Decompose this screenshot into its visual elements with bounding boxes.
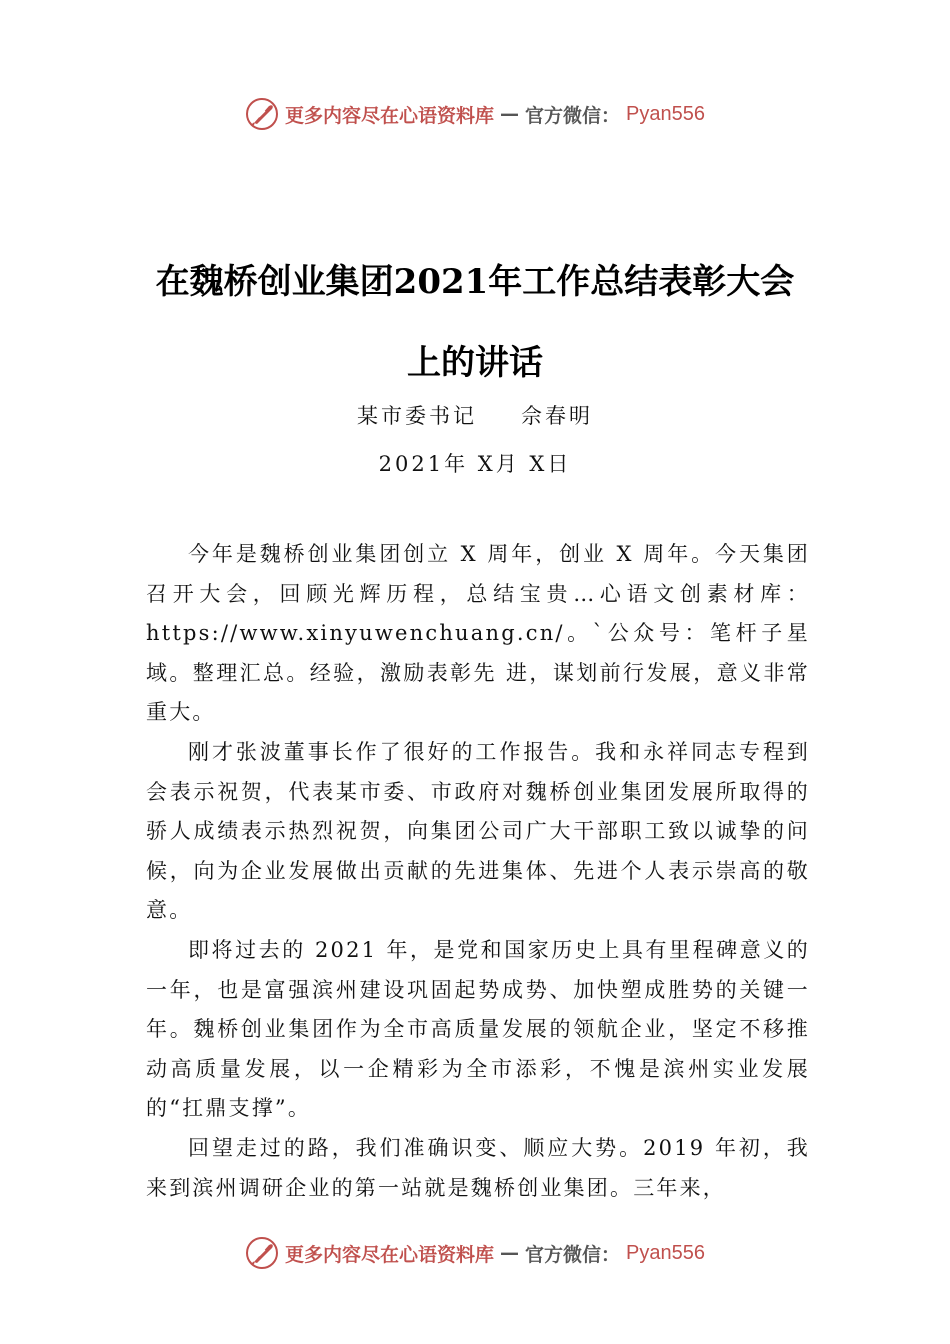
footer-watermark-banner: [0, 1233, 950, 1273]
wechat-id: Pyan556: [626, 102, 705, 125]
document-date: 2021年 X月 X日: [378, 452, 572, 476]
author-byline: [0, 400, 950, 430]
header-watermark-banner: [0, 94, 950, 134]
paragraph: 即将过去的 2021 年，是党和国家历史上具有里程碑意义的一年，也是富强滨州建设巩固起势成势、加快塑成胜势的关键一年。魏桥创业集团作为全市高质量发展的领航企业，坚定不移推动高质量发展，以一企精彩为全市添彩，不愧是滨州实业发展的“扛鼎支撑”。: [146, 937, 810, 1121]
document-title-line-2: 上的讲话: [407, 343, 543, 383]
quill-pen-logo-icon: [245, 97, 279, 131]
paragraph: 今年是魏桥创业集团创立 X 周年，创业 X 周年。今天集团召开大会，回顾光辉历程，总结宝贵…心语文创素材库：https://www.xinyuwenchuang.cn/。`公众号：笔杆子星域。整理汇总。经验，激励表彰先 进，谋划前行发展，意义非常重大。: [146, 542, 810, 725]
quill-pen-logo-icon: [245, 1236, 279, 1270]
author-name: 佘春明: [521, 404, 593, 428]
wechat-id: Pyan556: [626, 1241, 705, 1264]
brand-dash: —: [500, 1242, 520, 1264]
wechat-label: 官方微信：: [525, 104, 621, 127]
paragraph: 刚才张波董事长作了很好的工作报告。我和永祥同志专程到会表示祝贺，代表某市委、市政府对魏桥创业集团发展所取得的骄人成绩表示热烈祝贺，向集团公司广大干部职工致以诚挚的问候，向为企业发展做出贡献的先进集体、先进个人表示崇高的敬意。: [146, 739, 810, 923]
document-title-line-1: 在魏桥创业集团2021年工作总结表彰大会: [155, 262, 795, 302]
paragraph: 回望走过的路，我们准确识变、顺应大势。2019 年初，我来到滨州调研企业的第一站就是魏桥创业集团。三年来，: [146, 1135, 810, 1200]
wechat-label: 官方微信：: [525, 1243, 621, 1266]
speech-body: [146, 535, 810, 1208]
brand-dash: —: [500, 103, 520, 125]
author-role: 某市委书记: [357, 404, 477, 428]
brand-text: 更多内容尽在心语资料库: [285, 1243, 495, 1266]
brand-text: 更多内容尽在心语资料库: [285, 104, 495, 127]
